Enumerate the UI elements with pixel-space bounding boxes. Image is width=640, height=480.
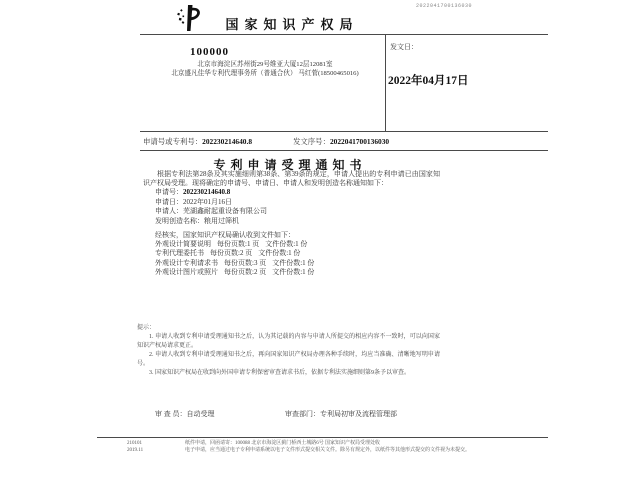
received-documents (155, 231, 320, 277)
department-value: 专利局初审及流程管理部 (320, 410, 397, 418)
dispatch-box-divider (385, 34, 386, 131)
examiner-value: 自动受理 (186, 410, 215, 418)
application-number: 202230214640.8 (202, 137, 253, 146)
postal-code: 100000 (190, 46, 229, 58)
examiner-group (155, 410, 215, 418)
examiner-label: 审 查 员： (155, 410, 187, 418)
serial-number-label: 发文序号： (293, 137, 330, 146)
field-application-date: 申请日：2022年01月16日 (155, 197, 232, 206)
reference-row-top-divider (140, 131, 548, 132)
tips-section (137, 324, 440, 378)
received-doc-row: 外观设计简要说明 每份页数:1 页 文件份数:1 份 (155, 240, 308, 249)
field-invention-name: 发明创造名称：粮用过筛机 (155, 216, 239, 225)
footer-paper-line: 纸件申请，回函请寄：100088 北京市海淀区蓟门桥西土城路6号 国家知识产权局受理处收 (185, 441, 381, 446)
field-applicant: 申请人：芜湖鑫耐起重设备有限公司 (155, 207, 267, 216)
notice-intro: 根据专利法第28条及其实施细则第38条、第39条的规定，申请人提出的专利申请已由国家知识产权局受理。现将确定的申请号、申请日、申请人和发明创造名称通知如下： (143, 170, 440, 188)
department-label: 审查部门： (285, 410, 320, 418)
received-doc-row: 外观设计专利请求书 每份页数:3 页 文件份数:1 份 (155, 258, 315, 267)
received-intro: 经核实，国家知识产权局确认收到文件如下： (155, 231, 295, 239)
serial-number-group (293, 136, 389, 147)
addressee-block (160, 60, 370, 78)
address-line: 北京市海淀区苏州街29号维亚大厦12层12081室 (197, 61, 333, 68)
dispatch-date-label: 发文日： (390, 43, 418, 51)
department-group (285, 409, 397, 419)
tip-item-3: 3. 国家知识产权局在收到向外国申请专利保密审查请求书后，依据专利法实施细则第9条予以审查。 (149, 370, 411, 376)
form-code: 210101 (127, 441, 142, 446)
application-fields (155, 188, 267, 226)
footer-electronic-line: 电子申请，应当通过电子专利申请系统以电子文件形式提交相关文件。除另有规定外，以纸件等其他形式提交的文件视为未提交。 (185, 447, 471, 453)
notice-title: 专利申请受理通知书 (213, 158, 367, 172)
serial-number: 2022041700136030 (329, 137, 390, 146)
footer-form-codes (127, 441, 143, 454)
footer-divider (97, 437, 548, 438)
footer-instructions (185, 441, 517, 455)
application-number-label: 申请号或专利号： (143, 137, 203, 146)
tips-label: 提示： (137, 325, 156, 331)
agency-title: 国家知识产权局 (225, 17, 359, 32)
dispatch-date-value: 2022年04月17日 (388, 75, 469, 87)
field-application-number: 申请号：202230214640.8 (155, 188, 231, 196)
received-doc-row: 专利代理委托书 每份页数:2 页 文件份数:1 份 (155, 249, 301, 258)
reference-row (143, 136, 547, 147)
barcode-number: 2022041700136030 (416, 3, 473, 9)
signoff-row (155, 409, 545, 419)
received-doc-row: 外观设计图片或照片 每份页数:2 页 文件份数:1 份 (155, 267, 315, 276)
header-divider (140, 34, 548, 35)
reference-row-bottom-divider (140, 150, 548, 151)
recipient-line: 北京盛凡佳华专利代理事务所（普通合伙） 马红菅(18500465016) (171, 70, 359, 77)
form-revision-date: 2019.11 (127, 447, 144, 453)
tip-item-1: 1. 申请人收到专利申请受理通知书之后，认为其记载的内容与申请人所提交的相应内容不一致时，可以向国家知识产权局请求更正。 (137, 334, 440, 349)
tip-item-2: 2. 申请人收到专利申请受理通知书之后，再向国家知识产权局办理各种手续时，均应当准确、清晰地写明申请号。 (137, 352, 440, 367)
